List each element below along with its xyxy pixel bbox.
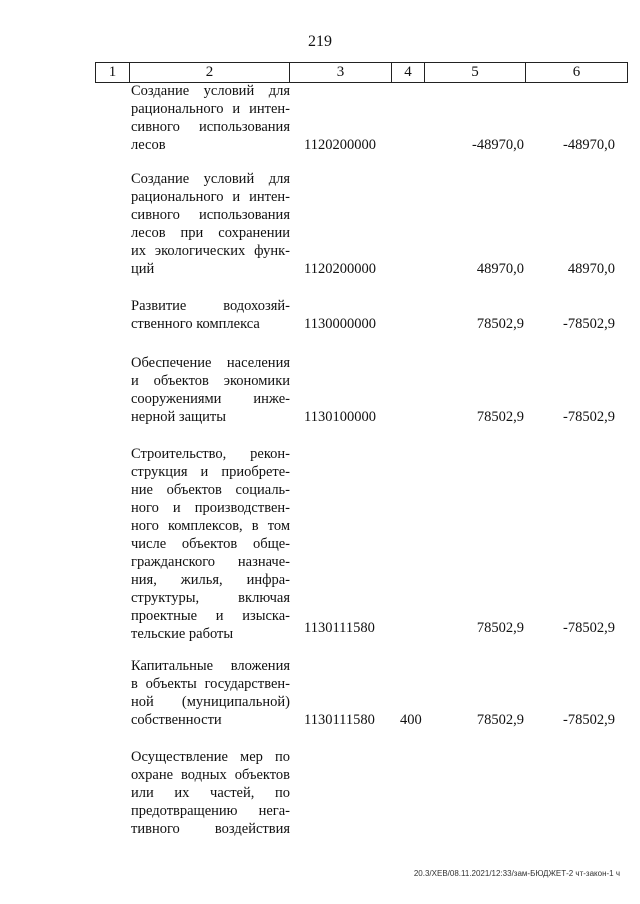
- row-col6: -78502,9: [563, 620, 615, 636]
- row-line: Капитальные вложения: [131, 658, 290, 674]
- row-code: 1120200000: [304, 137, 376, 153]
- row-line: сооружениями инже-: [131, 391, 290, 407]
- row-description: [131, 170, 290, 278]
- row-line: лесов при сохранении: [131, 225, 290, 241]
- row-line: сивного использования: [131, 207, 290, 223]
- row-col5: 78502,9: [476, 712, 524, 728]
- row-code: 1130100000: [304, 409, 376, 425]
- row-code: 1130111580: [304, 620, 375, 636]
- row-line: Создание условий для: [131, 83, 290, 99]
- row-code: 1130000000: [304, 316, 376, 332]
- row-line: структуры, включая: [131, 590, 290, 606]
- header-col-2: 2: [129, 63, 289, 82]
- row-line: рационального и интен-: [131, 189, 290, 205]
- row-line: лесов: [131, 137, 166, 153]
- row-line: тивного воздействия: [131, 821, 290, 837]
- header-col-1: 1: [95, 63, 129, 82]
- row-line: и объектов экономики: [131, 373, 290, 389]
- row-col5: 78502,9: [476, 409, 524, 425]
- row-col5: -48970,0: [472, 137, 524, 153]
- row-line: их экологических функ-: [131, 243, 290, 259]
- row-description: [131, 445, 290, 643]
- row-line: ций: [131, 261, 155, 277]
- row-code: 1120200000: [304, 261, 376, 277]
- row-col4: 400: [400, 712, 422, 728]
- row-col6: -78502,9: [563, 409, 615, 425]
- row-col5: 78502,9: [476, 620, 524, 636]
- row-line: Развитие водохозяй-: [131, 298, 290, 314]
- row-line: в объекты государствен-: [131, 676, 290, 692]
- header-col-6: 6: [525, 63, 628, 82]
- row-col6: -78502,9: [563, 316, 615, 332]
- row-line: гражданского назначе-: [131, 554, 290, 570]
- row-line: сивного использования: [131, 119, 290, 135]
- row-line: струкция и приобрете-: [131, 464, 290, 480]
- row-col6: 48970,0: [567, 261, 615, 277]
- row-line: тельские работы: [131, 626, 234, 642]
- row-description: [131, 297, 290, 333]
- footer-code: 20.3/ХЕВ/08.11.2021/12:33/зам-БЮДЖЕТ-2 чт-закон-1 ч: [413, 869, 620, 878]
- row-line: Осуществление мер по: [131, 749, 290, 765]
- row-col6: -48970,0: [563, 137, 615, 153]
- row-line: ного и производствен-: [131, 500, 290, 516]
- row-line: Строительство, рекон-: [131, 446, 290, 462]
- row-line: предотвращению нега-: [131, 803, 290, 819]
- row-line: Создание условий для: [131, 171, 290, 187]
- row-description: [131, 82, 290, 154]
- row-description: [131, 354, 290, 426]
- row-line: ния, жилья, инфра-: [131, 572, 290, 588]
- row-line: собственности: [131, 712, 222, 728]
- row-line: или их частей, по: [131, 785, 290, 801]
- row-line: ного комплексов, в том: [131, 518, 290, 534]
- row-line: числе объектов обще-: [131, 536, 290, 552]
- row-line: ние объектов социаль-: [131, 482, 290, 498]
- table-header: [95, 62, 628, 83]
- row-code: 1130111580: [304, 712, 375, 728]
- row-line: ной (муниципальной): [131, 694, 290, 710]
- row-line: Обеспечение населения: [131, 355, 290, 371]
- row-line: рационального и интен-: [131, 101, 290, 117]
- row-col5: 48970,0: [476, 261, 524, 277]
- page-number: 219: [308, 33, 332, 50]
- row-col6: -78502,9: [563, 712, 615, 728]
- row-line: охране водных объектов: [131, 767, 290, 783]
- row-col5: 78502,9: [476, 316, 524, 332]
- header-col-3: 3: [289, 63, 391, 82]
- row-line: проектные и изыска-: [131, 608, 290, 624]
- row-line: ственного комплекса: [131, 316, 260, 332]
- header-col-4: 4: [391, 63, 424, 82]
- row-line: нерной защиты: [131, 409, 227, 425]
- row-description: [131, 748, 290, 838]
- row-description: [131, 657, 290, 729]
- header-col-5: 5: [424, 63, 525, 82]
